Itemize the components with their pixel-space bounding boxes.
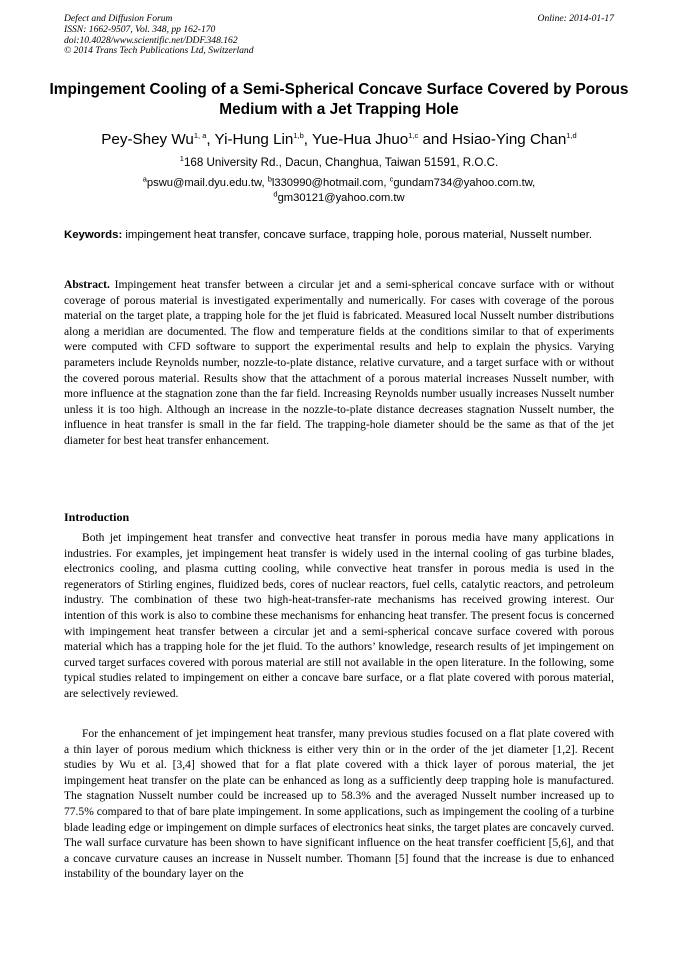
affiliation xyxy=(40,155,638,170)
author-list xyxy=(40,130,638,150)
author-separator: , xyxy=(303,131,312,148)
body-paragraph: Both jet impingement heat transfer and convective heat transfer in porous media have many applications in industries. For examples, jet impingement heat transfer is widely used in the internal cooling of gas turbine blades, electronics cooling, and plasma cutting cooling, while convective heat transfer in porous media is used in the regenerators of Stirling engines, fluidized beds, cores of nuclear reactors, fuel cells, catalytic reactors, and petroleum industry. The combination of these two high-heat-transfer-rate mechanisms has received growing interest. Our intention of this work is also to combine these mechanisms for enhancing heat transfer. The present focus is concerned with impingement heat transfer between a circular jet and a semi-spherical concave surface covered with porous material which has a trapping hole for the jet fluid. To the authors’ knowledge, research results of jet impingement on curved target surfaces covered with porous material are still not available in the open literature. In the following, some typical studies related to impingement on either a concave bare surface, or a flat plate covered with porous material, are selectively reviewed. xyxy=(64,532,614,700)
online-date: Online: 2014-01-17 xyxy=(537,13,614,24)
email-address: l330990@hotmail.com, xyxy=(271,177,390,189)
email-superscript: b xyxy=(267,174,272,184)
email-superscript: c xyxy=(389,174,394,184)
author-separator: and xyxy=(418,131,453,148)
abstract-text: Impingement heat transfer between a circular jet and a semi-spherical concave surface with or without coverage of porous material is investigated experimentally and numerically. For cases with coverage of the porous material on the target plate, a trapping hole for the jet fluid is fabricated. Measured local Nusselt number distributions along a meridian are documented. The flow and temperature fields at the conditions similar to that of experiments were computed with CFD software to support the experimental results and help to explain the physics. Varying parameters include Reynolds number, nozzle-to-plate distance, relative curvature, and a target surface with or without the covered porous material. Results show that the attachment of a porous material increases Nusselt number, with more influence at the stagnation zone than the far field. Increasing Reynolds number usually increases Nusselt number unless it is too high. Although an increase in the nozzle-to-plate distance decreases stagnation Nusselt number, the influence in heat transfer is small in the far field. The trapping-hole diameter should be the same as that of the jet diameter for best heat transfer enhancement. xyxy=(64,279,614,447)
email-line xyxy=(40,176,638,191)
keywords-label: Keywords: xyxy=(64,229,123,241)
email-superscript: d xyxy=(273,189,278,199)
affiliation-text: 168 University Rd., Dacun, Changhua, Taiwan 51591, R.O.C. xyxy=(183,156,499,169)
journal-header xyxy=(64,14,484,57)
keywords-text: impingement heat transfer, concave surface, trapping hole, porous material, Nusselt number. xyxy=(122,229,593,241)
author-superscript: 1, a xyxy=(193,130,207,140)
email-address: pswu@mail.dyu.edu.tw, xyxy=(146,177,268,189)
email-address: gundam734@yahoo.com.tw, xyxy=(393,177,536,189)
issn-line: ISSN: 1662-9507, Vol. 348, pp 162-170 xyxy=(64,23,216,35)
author-superscript: 1,b xyxy=(293,130,304,140)
email-address: gm30121@yahoo.com.tw xyxy=(277,192,405,204)
journal-name: Defect and Diffusion Forum xyxy=(64,13,173,24)
email-line xyxy=(40,191,638,206)
paper-title: Impingement Cooling of a Semi-Spherical Concave Surface Covered by Porous Medium with a Jet Trapping Hole xyxy=(49,81,629,118)
author-name: Pey-Shey Wu xyxy=(101,131,194,148)
body-paragraph: For the enhancement of jet impingement heat transfer, many previous studies focused on a flat plate covered with a thin layer of porous medium which thickness is either very thin or in the order of the jet diameter [1,2]. Recent studies by Wu et al. [3,4] showed that for a flat plate covered with a thick layer of porous material, the jet impingement heat transfer on the plate can be enhanced as long as a sufficiently deep trapping hole is manufactured. The stagnation Nusselt number could be increased up to 58.3% and the averaged Nusselt number increased up to 77.5% compared to that of bare plate impingement. In some applications, such as impingement the cooling of a turbine blade leading edge or impingement on dimple surfaces of electronics heat sinks, the target plates are concavely curved. The wall surface curvature has been shown to have significant influence on the heat transfer coefficient [5,6], and that a concave curvature causes an increase in Nusselt number. Thomann [5] found that the increase is due to enhanced instability of the boundary layer on the xyxy=(64,728,614,881)
abstract xyxy=(64,278,614,450)
keywords xyxy=(64,228,614,243)
email-superscript: a xyxy=(142,174,147,184)
author-name: Yi-Hung Lin xyxy=(214,131,294,148)
author-name: Hsiao-Ying Chan xyxy=(452,131,567,148)
affiliation-superscript: 1 xyxy=(179,154,184,164)
email-block xyxy=(40,176,638,206)
doi-line: doi:10.4028/www.scientific.net/DDF.348.162 xyxy=(64,34,238,46)
author-superscript: 1,d xyxy=(566,130,577,140)
author-superscript: 1,c xyxy=(408,130,419,140)
author-name: Yue-Hua Jhuo xyxy=(311,131,409,148)
abstract-label: Abstract. xyxy=(64,279,110,291)
copyright-line: © 2014 Trans Tech Publications Ltd, Switzerland xyxy=(64,45,254,57)
section-heading-introduction: Introduction xyxy=(64,510,130,524)
author-separator: , xyxy=(206,131,215,148)
